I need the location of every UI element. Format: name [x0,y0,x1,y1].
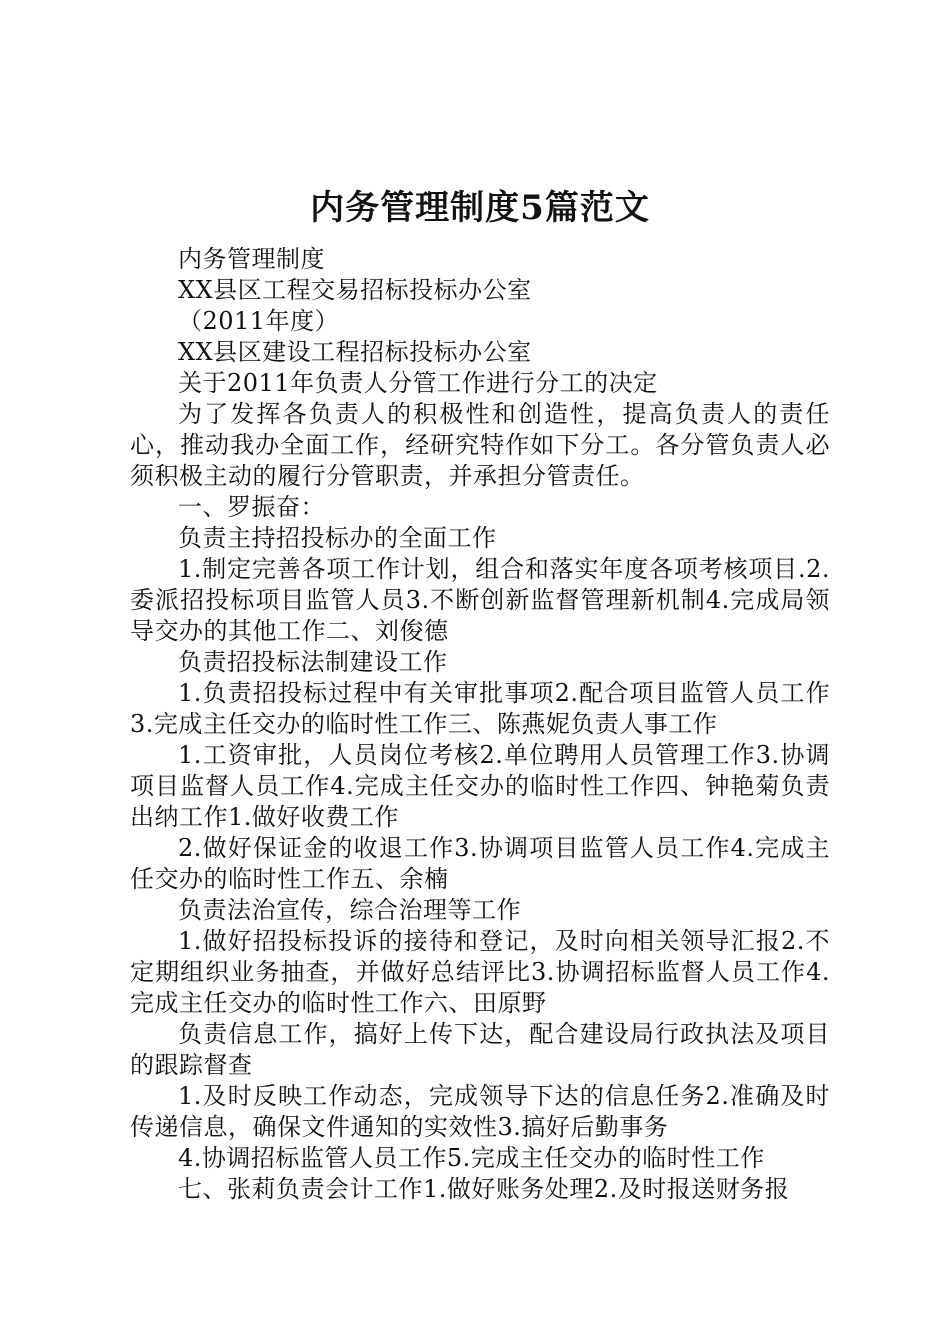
document-title: 内务管理制度5篇范文 [310,188,650,228]
paragraph: 1.制定完善各项工作计划，组合和落实年度各项考核项目.2.委派招投标项目监管人员3.不断创新监督管理新机制4.完成局领导交办的其他工作二、刘俊德 [130,555,830,645]
paragraph: （2011年度） [178,307,340,335]
paragraph: 负责信息工作，搞好上传下达，配合建设局行政执法及项目的跟踪督查 [130,1020,830,1079]
paragraph: 七、张莉负责会计工作1.做好账务处理2.及时报送财务报 [178,1175,790,1203]
paragraph: 2.做好保证金的收退工作3.协调项目监管人员工作4.完成主任交办的临时性工作五、余楠 [130,834,830,893]
paragraph: 负责主持招投标办的全面工作 [178,524,497,552]
paragraph: 1.负责招投标过程中有关审批事项2.配合项目监管人员工作3.完成主任交办的临时性工作三、陈燕妮负责人事工作 [130,679,830,738]
document-body [130,244,830,1205]
paragraph: 负责招投标法制建设工作 [178,648,448,676]
paragraph: 为了发挥各负责人的积极性和创造性，提高负责人的责任心，推动我办全面工作，经研究特作如下分工。各分管负责人必须积极主动的履行分管职责，并承担分管责任。 [130,400,830,490]
paragraph: 内务管理制度 [178,245,325,273]
paragraph: 负责法治宣传，综合治理等工作 [178,896,521,924]
paragraph: XX县区工程交易招标投标办公室 [178,276,532,304]
paragraph: 1.工资审批，人员岗位考核2.单位聘用人员管理工作3.协调项目监督人员工作4.完成主任交办的临时性工作四、钟艳菊负责出纳工作1.做好收费工作 [130,741,830,831]
paragraph: 1.及时反映工作动态，完成领导下达的信息任务2.准确及时传递信息，确保文件通知的实效性3.搞好后勤事务 [130,1082,830,1141]
document-page [130,180,830,1205]
paragraph: 一、罗振奋： [178,493,325,521]
paragraph: 关于2011年负责人分管工作进行分工的决定 [178,369,658,397]
paragraph: 4.协调招标监管人员工作5.完成主任交办的临时性工作 [178,1144,765,1172]
paragraph: XX县区建设工程招标投标办公室 [178,338,532,366]
paragraph: 1.做好招投标投诉的接待和登记，及时向相关领导汇报2.不定期组织业务抽查，并做好总结评比3.协调招标监督人员工作4.完成主任交办的临时性工作六、田原野 [130,927,830,1017]
